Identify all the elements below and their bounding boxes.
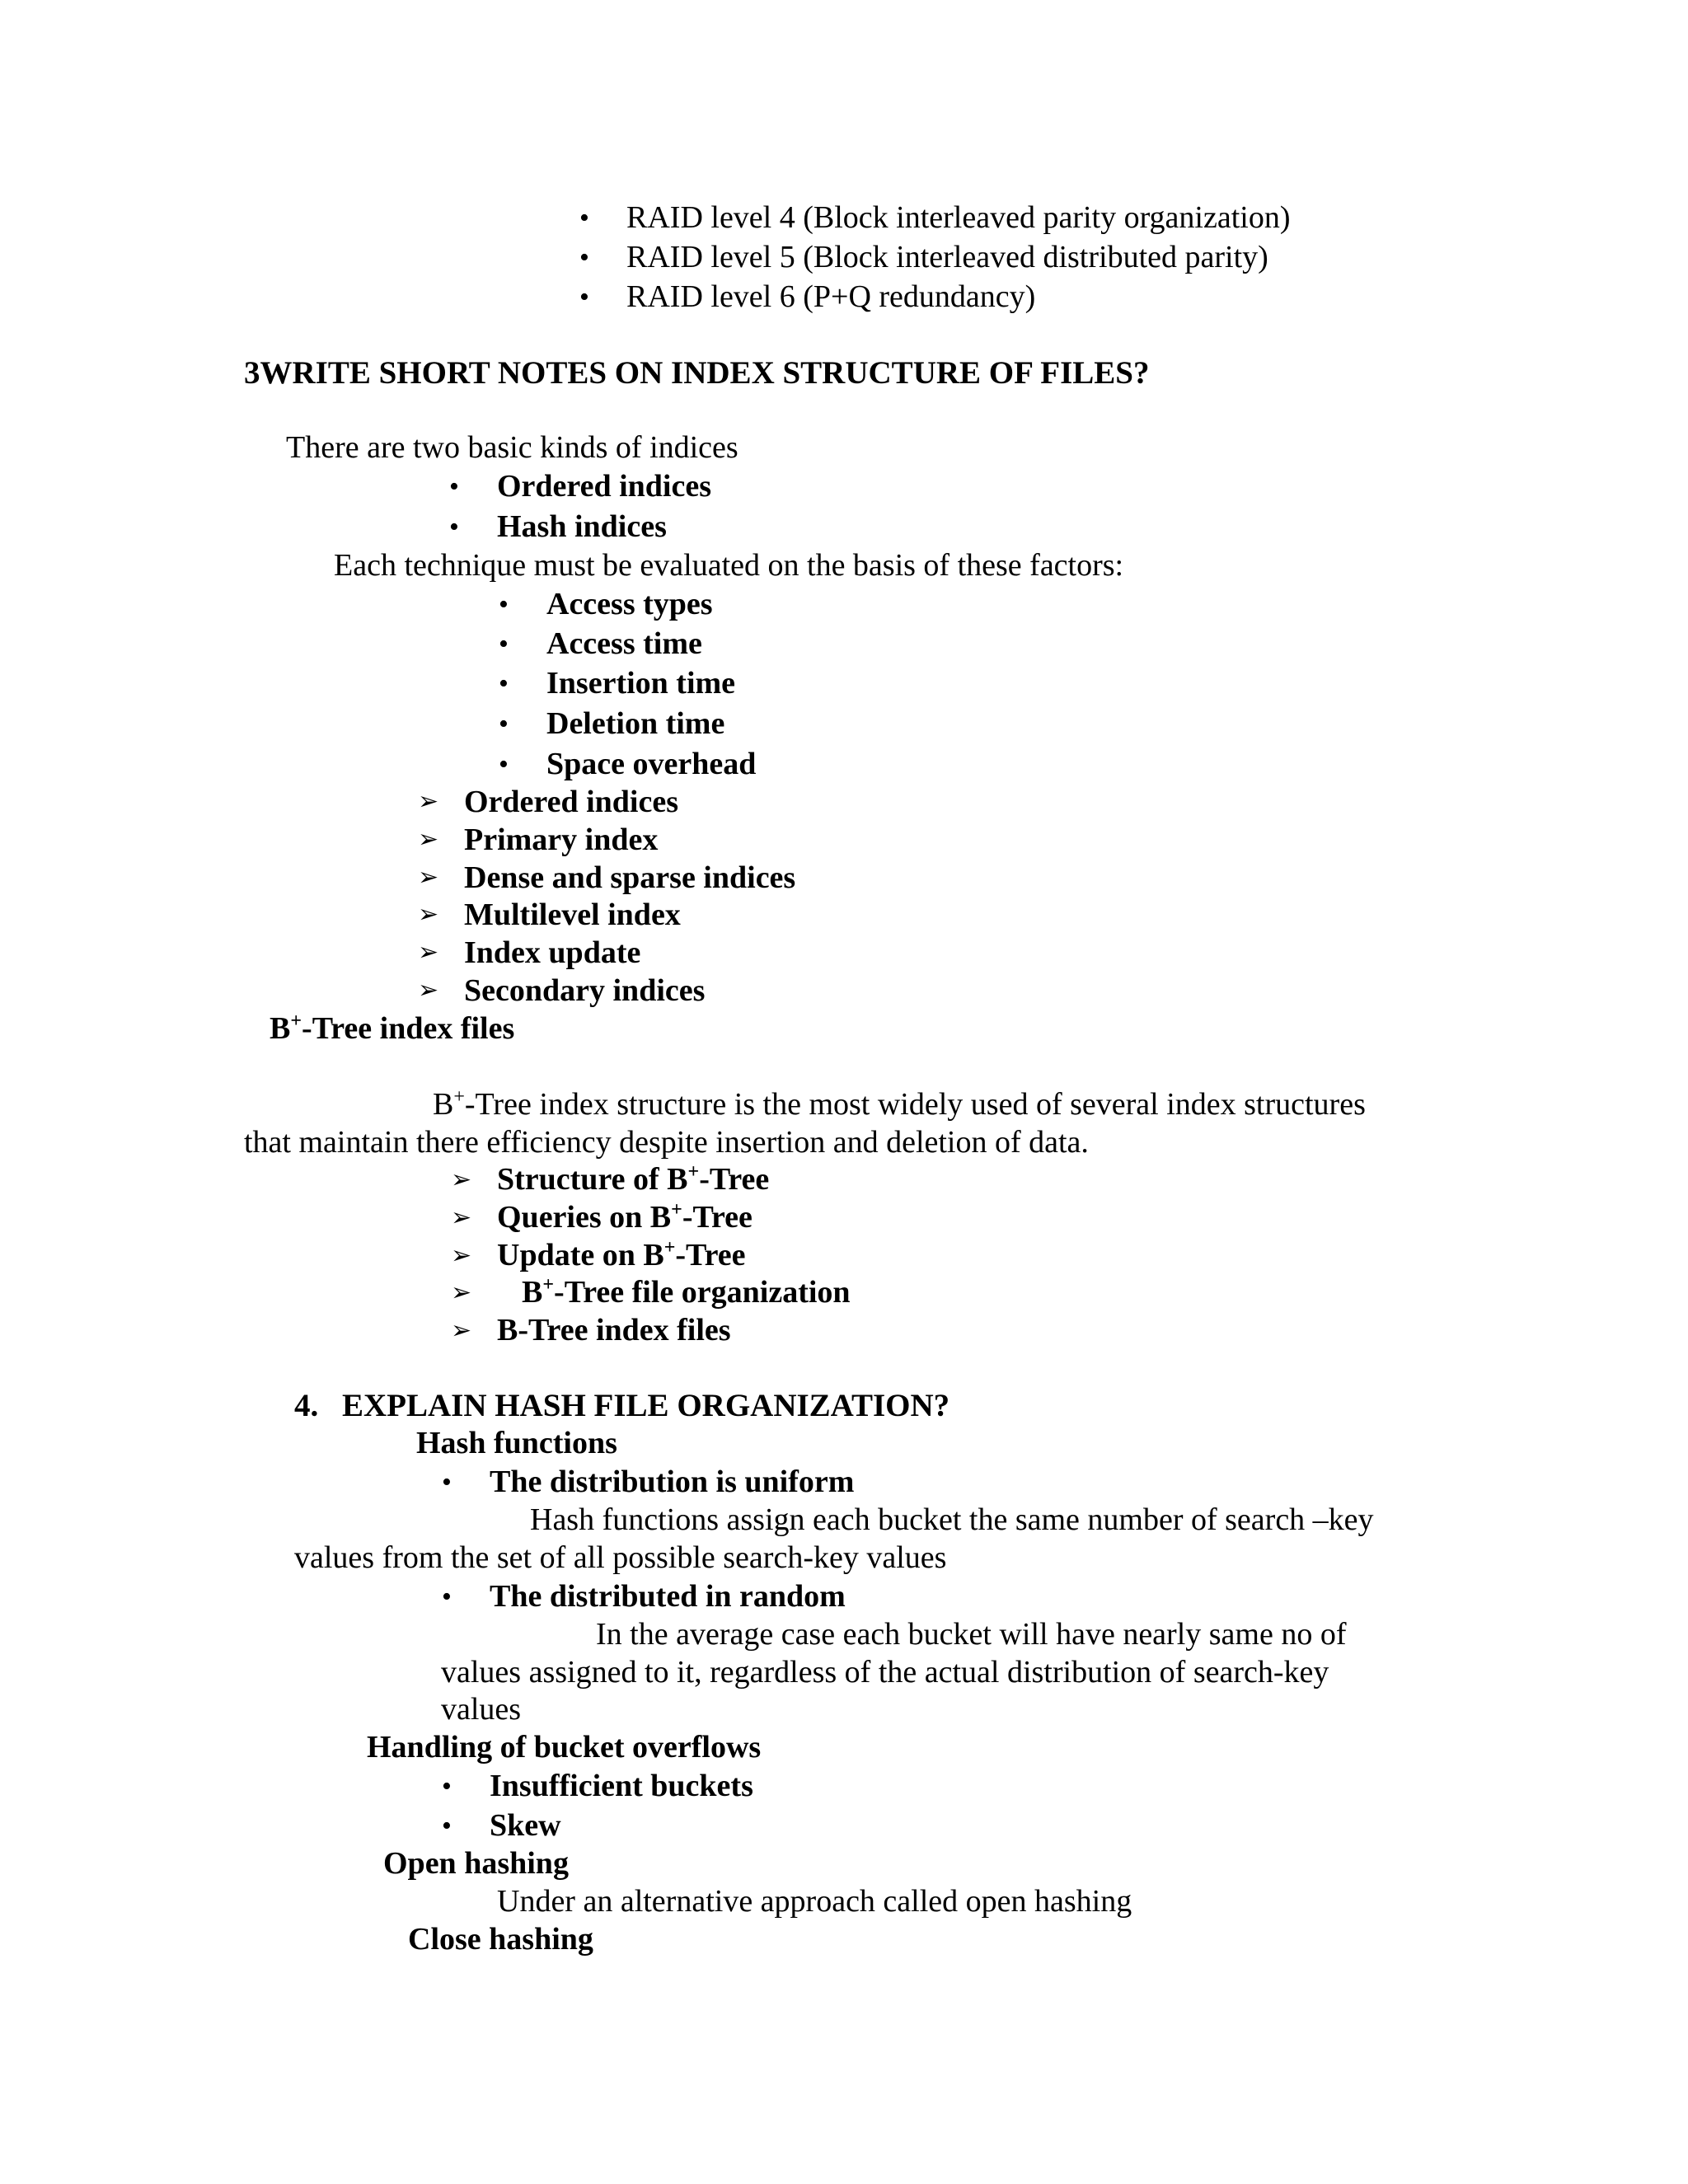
btree-paragraph-line: that maintain there efficiency despite insertion and deletion of data. (244, 1125, 1089, 1160)
topic-item: Index update (464, 935, 641, 970)
factor-item: Deletion time (546, 706, 725, 741)
topic-item: Ordered indices (464, 785, 679, 819)
arrow-bullet-icon: ➢ (451, 1166, 472, 1193)
paragraph-text: There are two basic kinds of indices (286, 430, 738, 465)
topic-item: Secondary indices (464, 973, 706, 1008)
bullet-icon: • (579, 242, 589, 273)
arrow-bullet-icon: ➢ (418, 864, 439, 891)
arrow-bullet-icon: ➢ (418, 939, 439, 966)
factor-item: Insertion time (546, 666, 736, 701)
bullet-icon: • (499, 668, 509, 699)
arrow-bullet-icon: ➢ (451, 1279, 472, 1306)
factor-item: Space overhead (546, 747, 757, 781)
factor-item: Access time (546, 626, 702, 661)
bullet-icon: • (449, 471, 459, 502)
paragraph-text: values from the set of all possible search-key values (294, 1540, 947, 1575)
paragraph-text: values assigned to it, regardless of the actual distribution of search-key (441, 1655, 1329, 1690)
overflow-item: Insufficient buckets (490, 1769, 753, 1803)
paragraph-text: Each technique must be evaluated on the basis of these factors: (334, 548, 1124, 583)
arrow-bullet-icon: ➢ (451, 1242, 472, 1269)
bullet-icon: • (579, 282, 589, 312)
topic-item: Multilevel index (464, 898, 681, 932)
hash-property-item: The distributed in random (490, 1579, 846, 1614)
section-heading-q4: EXPLAIN HASH FILE ORGANIZATION? (342, 1388, 950, 1423)
factor-item: Access types (546, 587, 713, 621)
btree-topic-item: Queries on B+-Tree (497, 1199, 753, 1235)
raid-item: RAID level 5 (Block interleaved distributed parity) (626, 240, 1268, 274)
index-kind-item: Ordered indices (497, 469, 712, 504)
btree-heading: B+-Tree index files (270, 1010, 515, 1046)
section-number-q4: 4. (294, 1388, 319, 1423)
bullet-icon: • (499, 629, 509, 659)
paragraph-text: values (441, 1692, 522, 1727)
bullet-icon: • (579, 203, 589, 233)
arrow-bullet-icon: ➢ (418, 788, 439, 815)
raid-item: RAID level 6 (P+Q redundancy) (626, 279, 1036, 314)
arrow-bullet-icon: ➢ (418, 826, 439, 853)
bullet-icon: • (449, 512, 459, 542)
subheading-hash-functions: Hash functions (416, 1426, 617, 1460)
btree-paragraph-line: B+-Tree index structure is the most widely used of several index structures (433, 1086, 1366, 1122)
bullet-icon: • (499, 749, 509, 780)
raid-item: RAID level 4 (Block interleaved parity organization) (626, 200, 1291, 235)
bullet-icon: • (442, 1771, 452, 1802)
paragraph-text: Hash functions assign each bucket the same number of search –key (530, 1502, 1374, 1537)
btree-topic-item: B+-Tree file organization (522, 1274, 851, 1310)
arrow-bullet-icon: ➢ (418, 901, 439, 928)
section-heading-q3: 3WRITE SHORT NOTES ON INDEX STRUCTURE OF FILES? (244, 355, 1150, 391)
overflow-item: Skew (490, 1808, 561, 1843)
paragraph-text: In the average case each bucket will have nearly same no of (596, 1617, 1347, 1652)
subheading-open-hashing: Open hashing (383, 1846, 569, 1881)
bullet-icon: • (442, 1467, 452, 1497)
arrow-bullet-icon: ➢ (451, 1317, 472, 1344)
btree-topic-item: B-Tree index files (497, 1313, 731, 1347)
topic-item: Primary index (464, 823, 659, 857)
btree-topic-item: Update on B+-Tree (497, 1237, 746, 1272)
bullet-icon: • (442, 1582, 452, 1612)
bullet-icon: • (499, 589, 509, 620)
paragraph-text: Under an alternative approach called open hashing (497, 1884, 1132, 1919)
arrow-bullet-icon: ➢ (418, 977, 439, 1004)
topic-item: Dense and sparse indices (464, 860, 796, 895)
hash-property-item: The distribution is uniform (490, 1465, 855, 1499)
btree-topic-item: Structure of B+-Tree (497, 1161, 770, 1197)
subheading-bucket-overflows: Handling of bucket overflows (367, 1730, 762, 1765)
subheading-close-hashing: Close hashing (408, 1922, 593, 1957)
bullet-icon: • (442, 1811, 452, 1841)
index-kind-item: Hash indices (497, 509, 667, 544)
arrow-bullet-icon: ➢ (451, 1204, 472, 1231)
bullet-icon: • (499, 709, 509, 739)
